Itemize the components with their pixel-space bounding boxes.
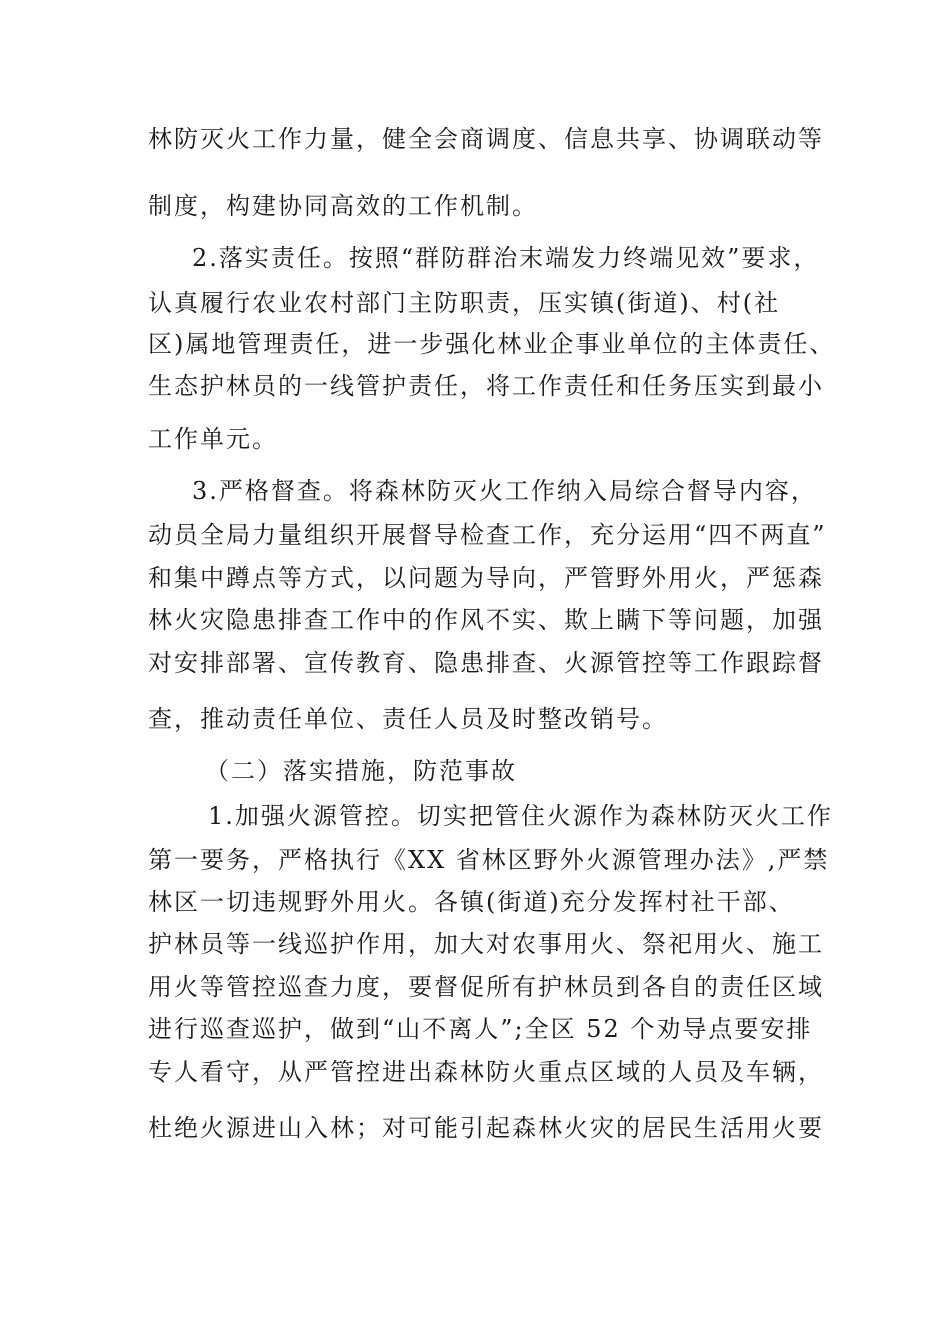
text-line: 查，推动责任单位、责任人员及时整改销号。 [148, 705, 668, 733]
paragraph-start-line: 3.严格督查。将森林防灭火工作纳入局综合督导内容， [192, 477, 817, 505]
text-line: 护林员等一线巡护作用，加大对农事用火、祭祀用火、施工 [148, 930, 824, 958]
text-line: 第一要务，严格执行《XX 省林区野外火源管理办法》,严禁 [148, 846, 830, 874]
text-line: 和集中蹲点等方式，以问题为导向，严管野外用火，严惩森 [148, 564, 824, 592]
text-line: 杜绝火源进山入林；对可能引起森林火灾的居民生活用火要 [148, 1114, 824, 1142]
section-heading: （二）落实措施，防范事故 [205, 757, 517, 785]
text-line: 工作单元。 [148, 425, 278, 453]
text-line: 林区一切违规野外用火。各镇(街道)充分发挥村社干部、 [148, 888, 795, 916]
text-line: 专人看守，从严管控进出森林防火重点区域的人员及车辆， [148, 1058, 824, 1086]
text-line: 动员全局力量组织开展督导检查工作，充分运用“四不两直” [148, 521, 827, 549]
text-line: 认真履行农业农村部门主防职责，压实镇(街道)、村(社 [148, 289, 781, 317]
text-line: 对安排部署、宣传教育、隐患排查、火源管控等工作跟踪督 [148, 649, 824, 677]
text-line: 林火灾隐患排查工作中的作风不实、欺上瞒下等问题，加强 [148, 606, 824, 634]
text-line: 区)属地管理责任，进一步强化林业企事业单位的主体责任、 [148, 330, 836, 358]
text-line: 进行巡查巡护，做到“山不离人”;全区 52 个劝导点要安排 [148, 1015, 813, 1043]
text-line: 制度，构建协同高效的工作机制。 [148, 192, 538, 220]
text-line: 用火等管控巡查力度，要督促所有护林员到各自的责任区域 [148, 973, 824, 1001]
paragraph-start-line: 1.加强火源管控。切实把管住火源作为森林防灭火工作 [208, 802, 833, 830]
text-line: 林防灭火工作力量，健全会商调度、信息共享、协调联动等 [148, 125, 824, 153]
paragraph-start-line: 2.落实责任。按照“群防群治末端发力终端见效”要求， [192, 244, 820, 272]
text-line: 生态护林员的一线管护责任，将工作责任和任务压实到最小 [148, 372, 824, 400]
